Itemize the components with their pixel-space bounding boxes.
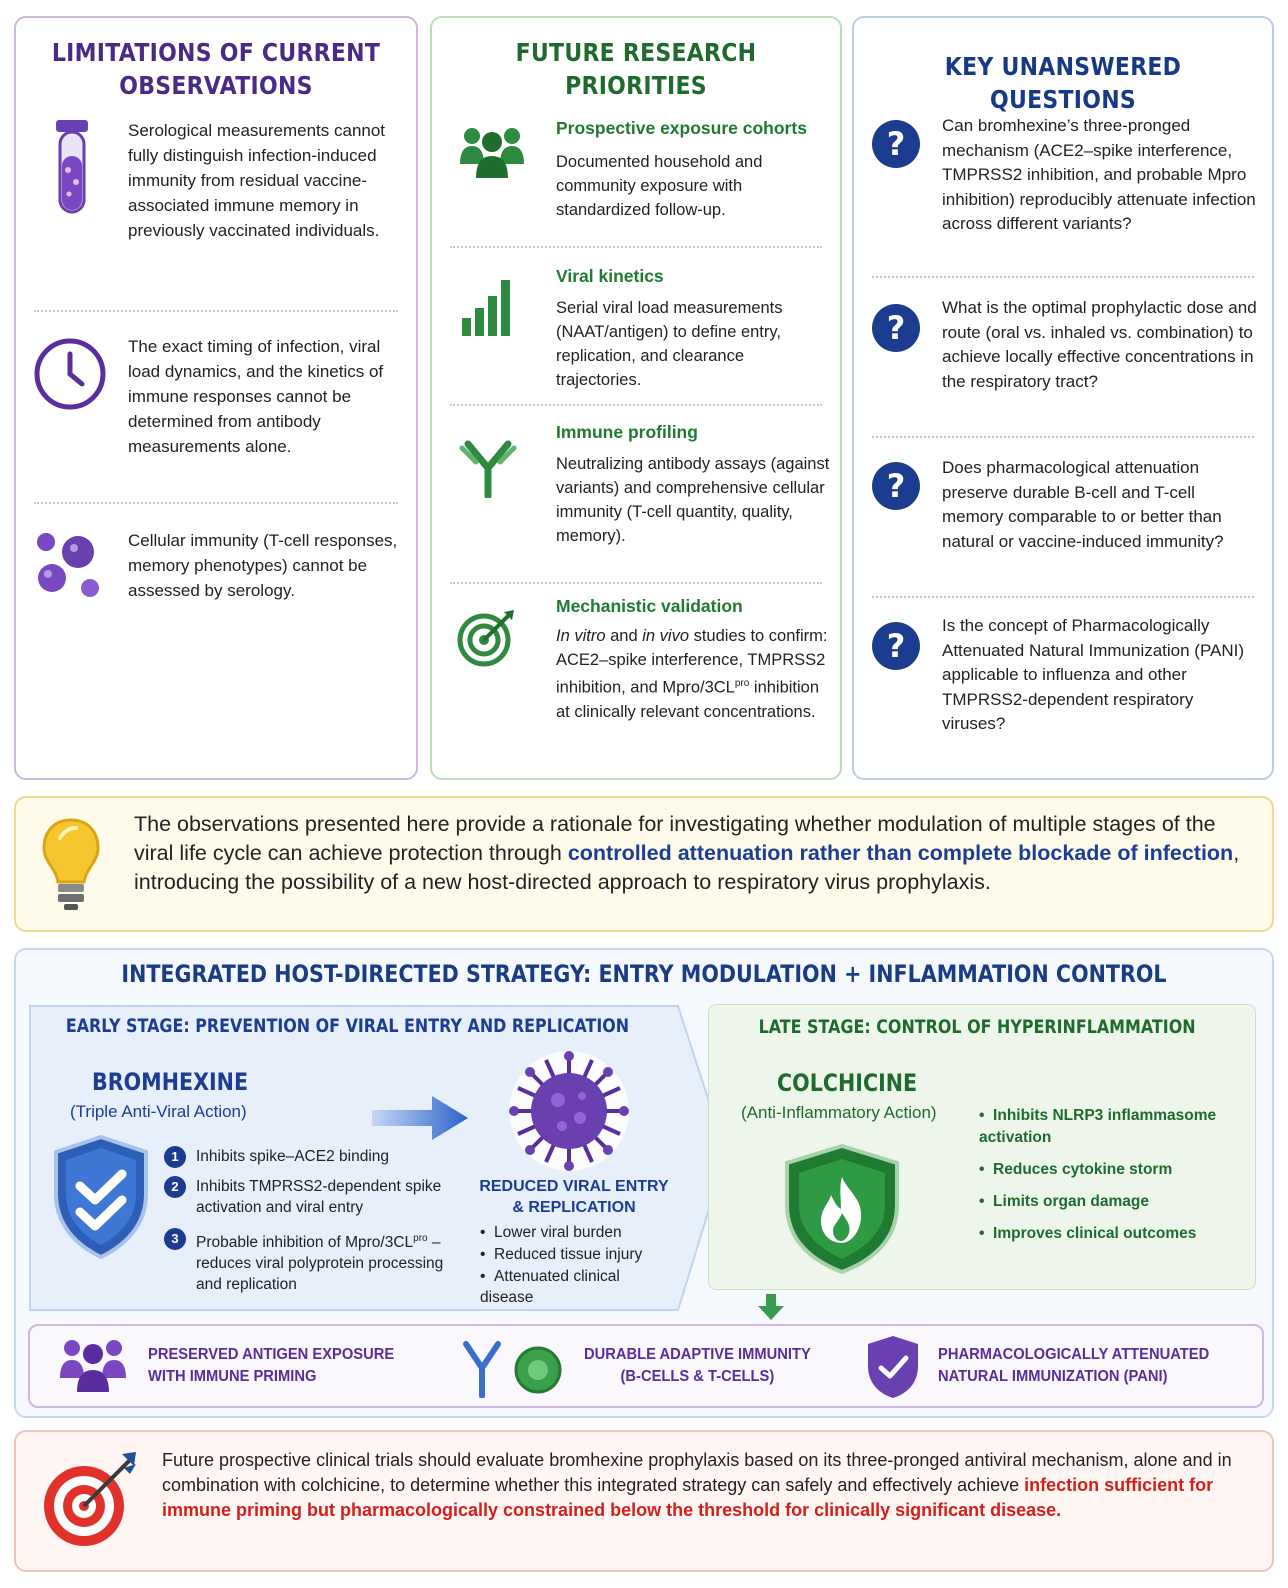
- question-icon: ?: [872, 622, 920, 670]
- arrow-down-icon: [756, 1292, 786, 1322]
- virus-icon: [506, 1048, 632, 1174]
- bromhexine-subtitle: (Triple Anti-Viral Action): [70, 1102, 247, 1121]
- question-text-3: Does pharmacological attenuation preserve durable B-cell and T-cell memory comparable to or better than natural or vaccine-induced immunity?: [942, 458, 1224, 551]
- divider: [872, 276, 1254, 278]
- conclusion-text: Future prospective clinical trials should evaluate bromhexine prophylaxis based on its three-pronged antiviral mechanism, alone and in combination with colchicine, to determine whether this integrated strategy can safely and effectively achieve infection sufficient for immune priming but pharmacologically constrained below the threshold for clinically significant disease.: [162, 1450, 1232, 1520]
- priority-title-1: Prospective exposure cohorts: [556, 118, 807, 138]
- colchicine-label: COLCHICINE: [777, 1069, 918, 1097]
- priority-text-4: In vitro and in vivo studies to confirm: ACE2–spike interference, TMPRSS2 inhibition, and Mpro/$3CL^{pro}$ inhibition at clinically relevant concentrations.: [556, 627, 828, 721]
- strategy-title: INTEGRATED HOST-DIRECTED STRATEGY: ENTRY MODULATION + INFLAMMATION CONTROL: [121, 960, 1167, 988]
- priority-title-2: Viral kinetics: [556, 266, 664, 286]
- colchicine-item-3: • Limits organ damage: [979, 1193, 1149, 1210]
- question-icon: ?: [872, 120, 920, 168]
- shield-check-icon: [52, 1134, 150, 1260]
- divider: [872, 596, 1254, 598]
- outcome-1: PRESERVED ANTIGEN EXPOSURE WITH IMMUNE PRIMING: [148, 1346, 395, 1385]
- question-text-2: What is the optimal prophylactic dose and route (oral vs. inhaled vs. combination) to achieve locally effective concentrations in the respiratory tract?: [942, 298, 1257, 391]
- question-icon: ?: [872, 304, 920, 352]
- bar-chart-icon: [460, 274, 518, 338]
- limitation-text-3: Cellular immunity (T-cell responses, memory phenotypes) cannot be assessed by serology.: [128, 531, 398, 600]
- people-icon: [458, 124, 526, 180]
- divider: [34, 310, 398, 312]
- mechanism-text-1: Inhibits spike–ACE2 binding: [196, 1148, 390, 1165]
- priority-text-2: Serial viral load measurements (NAAT/antigen) to define entry, replication, and clearance trajectories.: [556, 299, 783, 389]
- mechanism-text-3: Probable inhibition of Mpro/$3CL^{pro}$ – reduces viral polyprotein processing and replication: [196, 1233, 444, 1294]
- strategy-panel: [14, 948, 1274, 1418]
- mechanism-text-2: Inhibits TMPRSS2-dependent spike activation and viral entry: [196, 1178, 442, 1216]
- question-text-4: Is the concept of Pharmacologically Attenuated Natural Immunization (PANI) applicable to influenza and other TMPRSS2-dependent respiratory viruses?: [942, 616, 1245, 733]
- future-research-title: FUTURE RESEARCH PRIORITIES: [515, 38, 757, 100]
- limitations-title: LIMITATIONS OF CURRENT OBSERVATIONS: [51, 38, 381, 100]
- divider: [34, 502, 398, 504]
- divider: [872, 436, 1254, 438]
- mechanism-number-1: 1: [164, 1146, 186, 1168]
- shield-flame-icon: [783, 1143, 901, 1275]
- outcomes-bar: [28, 1324, 1264, 1408]
- mechanism-number-3: 3: [164, 1228, 186, 1250]
- limitation-text-2: The exact timing of infection, viral load dynamics, and the kinetics of immune responses cannot be determined from antibody measurements alone.: [128, 337, 384, 456]
- people-icon: [58, 1336, 128, 1394]
- questions-title: KEY UNANSWERED QUESTIONS: [944, 52, 1182, 114]
- arrow-right-icon: [370, 1094, 470, 1142]
- divider: [450, 582, 822, 584]
- shield-check-icon: [866, 1334, 920, 1400]
- priority-title-3: Immune profiling: [556, 422, 698, 442]
- colchicine-item-2: • Reduces cytokine storm: [979, 1161, 1173, 1178]
- target-icon: [456, 608, 516, 668]
- colchicine-item-4: • Improves clinical outcomes: [979, 1225, 1197, 1242]
- limitation-text-1: Serological measurements cannot fully distinguish infection-induced immunity from residual vaccine-associated immune memory in previously vaccinated individuals.: [128, 121, 386, 240]
- future-research-panel: [430, 16, 842, 780]
- outcome-3: PHARMACOLOGICALLY ATTENUATED NATURAL IMMUNIZATION (PANI): [938, 1346, 1210, 1385]
- late-stage-heading: LATE STAGE: CONTROL OF HYPERINFLAMMATION: [758, 1017, 1196, 1038]
- colchicine-subtitle: (Anti-Inflammatory Action): [741, 1103, 937, 1122]
- rationale-text: The observations presented here provide a rationale for investigating whether modulation of multiple stages of the viral life cycle can achieve protection through controlled attenuation rather than complete blockade of infection, introducing the possibility of a new host-directed approach to respiratory virus prophylaxis.: [134, 812, 1240, 894]
- colchicine-item-1: • Inhibits NLRP3 inflammasome activation: [979, 1107, 1217, 1146]
- conclusion-box: [14, 1430, 1274, 1572]
- result-item-3: • Attenuated clinical disease: [480, 1268, 620, 1306]
- antibody-icon: [458, 436, 518, 498]
- lightbulb-icon: [40, 816, 102, 912]
- late-stage: [708, 1004, 1256, 1290]
- early-stage: [30, 1004, 716, 1310]
- antibody-cell-icon: [460, 1338, 564, 1398]
- clock-icon: [32, 336, 108, 412]
- reduced-entry-heading: REDUCED VIRAL ENTRY & REPLICATION: [479, 1178, 669, 1216]
- test-tube-icon: [52, 118, 92, 218]
- question-icon: ?: [872, 462, 920, 510]
- priority-text-1: Documented household and community exposure with standardized follow-up.: [556, 153, 763, 219]
- early-stage-heading: EARLY STAGE: PREVENTION OF VIRAL ENTRY AND REPLICATION: [65, 1016, 630, 1037]
- question-text-1: Can bromhexine’s three-pronged mechanism (ACE2–spike interference, TMPRSS2 inhibition, and probable Mpro inhibition) reproducibly attenuate infection across different variants?: [942, 116, 1256, 233]
- mechanism-number-2: 2: [164, 1176, 186, 1198]
- bromhexine-label: BROMHEXINE: [92, 1068, 249, 1096]
- target-arrow-icon: [40, 1450, 140, 1550]
- priority-text-3: Neutralizing antibody assays (against variants) and comprehensive cellular immunity (T-cell quantity, quality, memory).: [556, 455, 830, 545]
- divider: [450, 404, 822, 406]
- cells-icon: [32, 526, 112, 606]
- divider: [450, 246, 822, 248]
- result-item-1: • Lower viral burden: [480, 1224, 622, 1241]
- priority-title-4: Mechanistic validation: [556, 596, 743, 616]
- outcome-2: DURABLE ADAPTIVE IMMUNITY (B-CELLS & T-CELLS): [584, 1346, 811, 1385]
- rationale-box: [14, 796, 1274, 932]
- result-item-2: • Reduced tissue injury: [480, 1246, 643, 1263]
- limitations-panel: [14, 16, 418, 780]
- questions-panel: [852, 16, 1274, 780]
